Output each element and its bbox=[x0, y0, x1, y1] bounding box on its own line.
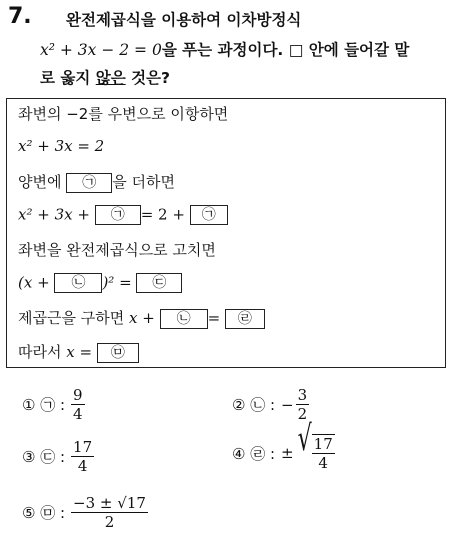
step-2-equation-b: = 2 + bbox=[140, 205, 185, 224]
option-5-fraction bbox=[71, 494, 148, 531]
option-1-numerator: 9 bbox=[73, 386, 83, 404]
option-3-label: ③ ㉢ : bbox=[22, 448, 66, 466]
option-3-denominator: 4 bbox=[77, 457, 88, 475]
option-2-denominator: 2 bbox=[297, 405, 308, 423]
step-3-text: 좌변을 완전제곱식으로 고치면 bbox=[18, 241, 216, 259]
step-1-text: 좌변의 −2를 우변으로 이항하면 bbox=[18, 105, 229, 123]
question-line-3 bbox=[40, 66, 170, 88]
blank-box-b-2: ㉡ bbox=[160, 309, 208, 329]
option-4-radicand bbox=[312, 434, 335, 472]
sqrt-symbol-icon: √ bbox=[297, 419, 312, 460]
question-underlined-word: 않은 bbox=[95, 69, 126, 87]
step-2-equation-a: x² + 3x + bbox=[18, 205, 90, 224]
question-number: 7. bbox=[8, 4, 32, 29]
option-4-sign: ± bbox=[281, 444, 294, 462]
answer-option-4[interactable] bbox=[232, 419, 335, 472]
step-2-text-b: 을 더하면 bbox=[112, 173, 175, 191]
question-line-3-b: 것은? bbox=[125, 69, 171, 87]
blank-box-d: ㉣ bbox=[225, 309, 265, 329]
option-1-fraction bbox=[71, 386, 85, 423]
blank-box-a-3: ㉠ bbox=[190, 205, 228, 225]
question-equation: x² + 3x − 2 = 0 bbox=[40, 41, 162, 59]
option-1-denominator: 4 bbox=[73, 405, 83, 423]
answer-option-1[interactable] bbox=[22, 386, 85, 423]
option-4-numerator: 17 bbox=[313, 435, 333, 453]
option-2-label: ② ㉡ : bbox=[232, 396, 276, 414]
option-3-numerator: 17 bbox=[73, 438, 93, 456]
step-2-equation bbox=[18, 205, 228, 225]
blank-box-b: ㉡ bbox=[54, 273, 102, 293]
step-1-equation: x² + 3x = 2 bbox=[18, 137, 105, 155]
step-4-text-b: x + bbox=[128, 309, 155, 327]
step-4-text-c: = bbox=[207, 309, 221, 327]
option-4-label: ④ ㉣ : bbox=[232, 444, 276, 463]
blank-box-a: ㉠ bbox=[66, 173, 112, 193]
step-3-equation-a: (x + bbox=[18, 273, 50, 292]
step-5-text-a: 따라서 bbox=[18, 343, 62, 361]
answer-option-2[interactable] bbox=[232, 386, 309, 423]
option-4-denominator: 4 bbox=[318, 454, 328, 472]
answer-option-5[interactable] bbox=[22, 494, 148, 531]
option-1-label: ① ㉠ : bbox=[22, 396, 66, 414]
option-4-fraction bbox=[312, 435, 335, 472]
question-line-2-rest: 을 푸는 과정이다. □ 안에 들어갈 말 bbox=[161, 41, 410, 59]
blank-box-a-2: ㉠ bbox=[95, 205, 141, 225]
step-3-equation bbox=[18, 273, 182, 293]
option-5-label: ⑤ ㉤ : bbox=[22, 504, 66, 522]
blank-box-c: ㉢ bbox=[136, 273, 182, 293]
step-4-text bbox=[18, 307, 265, 329]
option-2-sign: − bbox=[281, 395, 294, 414]
question-line-1: 완전제곱식을 이용하여 이차방정식 bbox=[66, 11, 302, 29]
answer-option-3[interactable] bbox=[22, 438, 94, 475]
option-2-fraction bbox=[296, 386, 310, 423]
step-5-text bbox=[18, 341, 139, 363]
step-4-text-a: 제곱근을 구하면 bbox=[18, 309, 125, 327]
option-3-fraction bbox=[71, 438, 94, 475]
step-2-text-a: 양변에 bbox=[18, 173, 62, 191]
option-4-sqrt bbox=[297, 419, 335, 472]
step-5-text-b: x = bbox=[66, 343, 93, 361]
step-2-text bbox=[18, 171, 175, 193]
option-5-numerator: −3 ± √17 bbox=[73, 494, 146, 512]
option-2-numerator: 3 bbox=[297, 386, 308, 404]
blank-box-e: ㉤ bbox=[97, 343, 139, 363]
solution-box bbox=[6, 98, 446, 368]
question-line-2 bbox=[40, 38, 409, 60]
question-line-3-a: 로 옳지 bbox=[40, 69, 96, 87]
option-5-denominator: 2 bbox=[104, 513, 115, 531]
step-3-equation-b: )² = bbox=[102, 273, 132, 292]
